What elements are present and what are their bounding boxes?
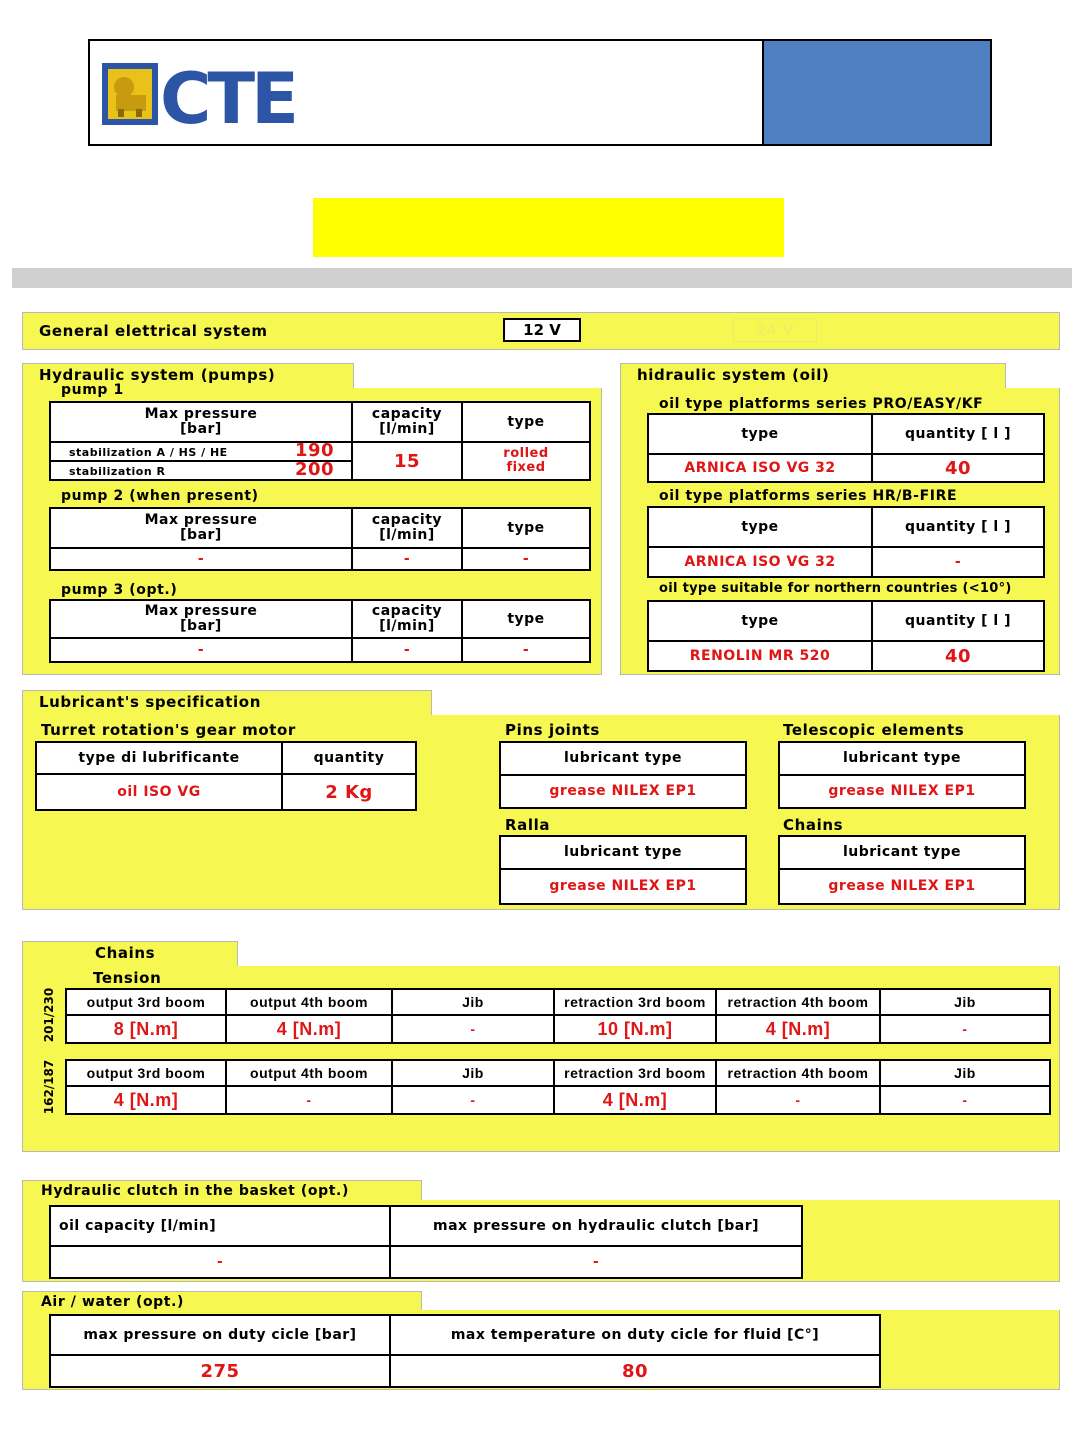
c2-col-1: output 4th boom [226,1060,392,1086]
c1-val-1: 4 [N.m] [226,1015,392,1043]
chains-lub-value: grease NILEX EP1 [779,869,1025,904]
oil1-col-qty: quantity [ l ] [872,414,1044,454]
pump3-type: - [462,638,590,662]
pins-value: grease NILEX EP1 [500,775,746,808]
oil-section2-title: oil type platforms series HR/B-FIRE [659,488,958,504]
telescopic-col: lubricant type [779,742,1025,775]
turret-col-qty: quantity [282,742,416,774]
chains-table-1 [65,988,1051,1044]
pins-col: lubricant type [500,742,746,775]
ralla-col: lubricant type [500,836,746,869]
c1-val-5: - [880,1015,1050,1043]
pump2-col-type: type [462,508,590,548]
c1-val-4: 4 [N.m] [716,1015,880,1043]
c1-col-0: output 3rd boom [66,989,226,1015]
pump1-title: pump 1 [61,382,124,398]
clutch-panel [22,1200,1060,1282]
chains-row2-label: 162/187 [42,1059,56,1115]
c1-val-2: - [392,1015,554,1043]
oil-section2-table [647,506,1045,578]
electrical-label: General elettrical system [39,322,268,340]
c2-val-2: - [392,1086,554,1114]
oil3-col-qty: quantity [ l ] [872,601,1044,641]
oil-panel [620,388,1060,675]
ralla-value: grease NILEX EP1 [500,869,746,904]
oil2-qty: - [872,547,1044,577]
voltage-12v: 12 V [503,318,581,342]
clutch-col2: max pressure on hydraulic clutch [bar] [390,1206,802,1246]
pump1-table [49,401,591,481]
turret-title: Turret rotation's gear motor [41,721,296,739]
clutch-val1: - [50,1246,390,1278]
air-tab: Air / water (opt.) [22,1291,422,1311]
pump2-capacity: - [352,548,462,570]
ralla-title: Ralla [505,816,551,834]
clutch-col1: oil capacity [l/min] [50,1206,390,1246]
oil3-qty: 40 [872,641,1044,671]
turret-type: oil ISO VG [36,774,282,810]
pump3-pressure: - [50,638,352,662]
pump1-col-capacity: capacity [l/min] [352,402,462,442]
telescopic-title: Telescopic elements [783,721,965,739]
c2-col-0: output 3rd boom [66,1060,226,1086]
oil-tab: hidraulic system (oil) [620,363,1006,389]
c2-col-5: Jib [880,1060,1050,1086]
pumps-panel [22,382,602,675]
pumps-tab: Hydraulic system (pumps) [22,363,354,389]
clutch-table [49,1205,803,1279]
turret-table [35,741,417,811]
c2-col-2: Jib [392,1060,554,1086]
voltage-24v-faded: 24 V [733,318,817,342]
pins-table [499,741,747,809]
turret-col-type: type di lubrificante [36,742,282,774]
chains-subtitle: Tension [93,969,162,987]
air-col1: max pressure on duty cicle [bar] [50,1315,390,1355]
logo-icon [102,57,296,131]
air-val1: 275 [50,1355,390,1387]
logo-text: CTE [160,58,295,131]
telescopic-value: grease NILEX EP1 [779,775,1025,808]
chains-lub-col: lubricant type [779,836,1025,869]
c1-col-4: retraction 4th boom [716,989,880,1015]
c2-col-4: retraction 4th boom [716,1060,880,1086]
pump1-col-pressure: Max pressure [bar] [50,402,352,442]
pump3-title: pump 3 (opt.) [61,582,178,598]
c2-val-3: 4 [N.m] [554,1086,716,1114]
air-panel [22,1310,1060,1390]
pump3-col-capacity: capacity [l/min] [352,600,462,638]
pump2-col-capacity: capacity [l/min] [352,508,462,548]
oil2-col-type: type [648,507,872,547]
oil1-col-type: type [648,414,872,454]
pump1-col-type: type [462,402,590,442]
air-col2: max temperature on duty cicle for fluid [C°] [390,1315,880,1355]
oil1-qty: 40 [872,454,1044,482]
c2-val-0: 4 [N.m] [66,1086,226,1114]
pump3-capacity: - [352,638,462,662]
pump1-capacity: 15 [352,442,462,480]
oil2-col-qty: quantity [ l ] [872,507,1044,547]
lubricant-panel [22,715,1060,910]
c1-col-2: Jib [392,989,554,1015]
chains-row1-label: 201/230 [42,987,56,1043]
pump2-type: - [462,548,590,570]
c2-val-4: - [716,1086,880,1114]
pump3-col-pressure: Max pressure [bar] [50,600,352,638]
c2-col-3: retraction 3rd boom [554,1060,716,1086]
ralla-table [499,835,747,905]
oil3-col-type: type [648,601,872,641]
chains-table-2 [65,1059,1051,1115]
oil-section3-table [647,600,1045,672]
clutch-tab: Hydraulic clutch in the basket (opt.) [22,1180,422,1201]
c1-col-1: output 4th boom [226,989,392,1015]
pump2-title: pump 2 (when present) [61,488,259,504]
air-table [49,1314,881,1388]
chains-panel [22,966,1060,1152]
c1-col-5: Jib [880,989,1050,1015]
oil-section1-title: oil type platforms series PRO/EASY/KF [659,396,984,412]
c1-col-3: retraction 3rd boom [554,989,716,1015]
c2-val-1: - [226,1086,392,1114]
pump1-row1: stabilization A / HS / HE 190 [50,442,352,461]
oil1-type: ARNICA ISO VG 32 [648,454,872,482]
header-box [88,39,992,146]
header-blue-block [762,41,990,144]
chains-lub-title: Chains [783,816,844,834]
turret-qty: 2 Kg [282,774,416,810]
oil-section3-title: oil type suitable for northern countries (<10°) [659,581,1012,596]
pins-title: Pins joints [505,721,600,739]
pump1-type: rolled fixed [462,442,590,480]
c1-val-0: 8 [N.m] [66,1015,226,1043]
pump2-col-pressure: Max pressure [bar] [50,508,352,548]
electrical-panel [22,312,1060,350]
oil3-type: RENOLIN MR 520 [648,641,872,671]
lubricant-tab: Lubricant's specification [22,690,432,716]
pump3-table [49,599,591,663]
chains-tab: Chains [22,941,238,967]
pump1-row2: stabilization R 200 [50,461,352,480]
pump2-pressure: - [50,548,352,570]
chains-lub-table [778,835,1026,905]
air-val2: 80 [390,1355,880,1387]
c2-val-5: - [880,1086,1050,1114]
clutch-val2: - [390,1246,802,1278]
pump2-table [49,507,591,571]
cte-logo [102,57,296,131]
pump3-col-type: type [462,600,590,638]
c1-val-3: 10 [N.m] [554,1015,716,1043]
telescopic-table [778,741,1026,809]
yellow-banner [313,198,784,257]
oil2-type: ARNICA ISO VG 32 [648,547,872,577]
oil-section1-table [647,413,1045,483]
grey-divider [12,268,1072,288]
